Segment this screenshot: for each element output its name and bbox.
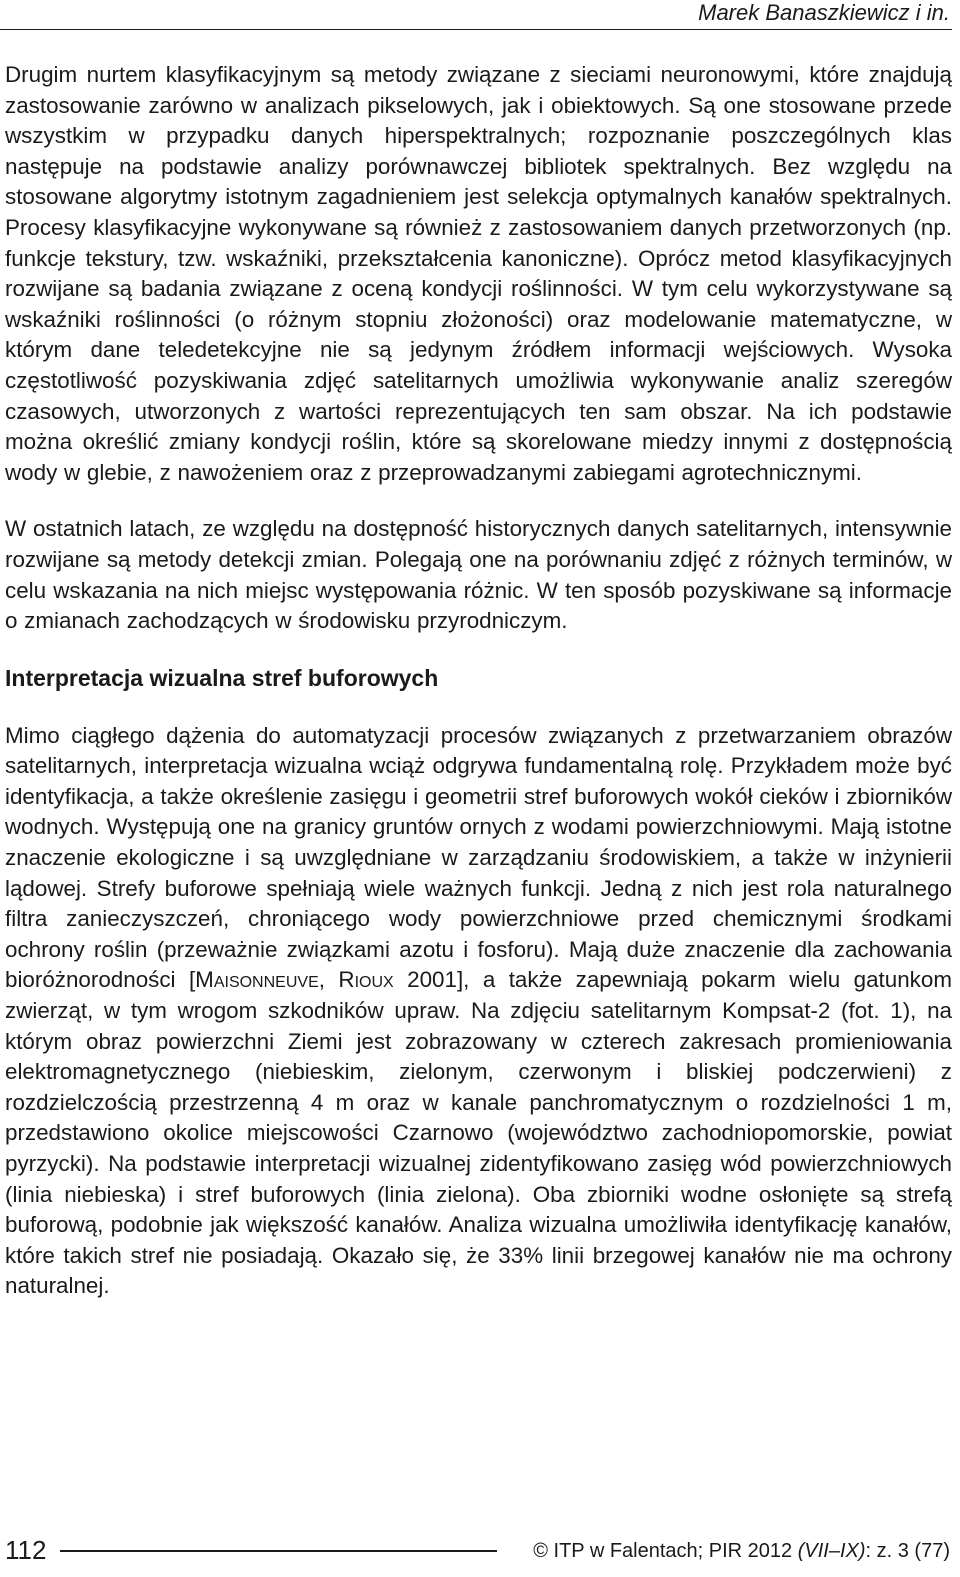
page-footer [0, 1530, 960, 1570]
paragraph-buffer-zones [5, 721, 952, 1302]
citation-separator: , [318, 967, 339, 993]
footer-rule [60, 1550, 497, 1552]
journal-prefix: © ITP w Falentach; PIR 2012 [533, 1540, 798, 1562]
section-heading: Interpretacja wizualna stref buforowych [5, 664, 439, 691]
citation-author-1: Maisonneuve [195, 967, 319, 993]
running-title: Marek Banaszkiewicz i in. [698, 0, 950, 25]
journal-suffix: : z. 3 (77) [865, 1540, 950, 1562]
paragraph-classification-methods: Drugim nurtem klasyfikacyjnym są metody związane z sieciami neuronowymi, które znajdują zastosowanie zarówno w analizach pikselowych, jak i obiektowych. Są one stosowane przede wszystkim w przypadku danych hiperspektralnych; rozpoznanie poszczególnych klas następuje na podstawie analizy porównawczej bibliotek spektralnych. Bez względu na stosowane algorytmy istotnym zagadnieniem jest selekcja optymalnych kanałów spektralnych. Procesy klasyfikacyjne wykonywane są również z zastosowaniem danych przetworzonych (np. funkcje tekstury, tzw. wskaźniki, przekształcenia kanoniczne). Oprócz metod klasyfikacyjnych rozwijane są badania związane z oceną kondycji roślinności. W tym celu wykorzystywane są wskaźniki roślinności (o różnym stopniu złożoności) oraz modelowanie matematyczne, w którym dane teledetekcyjne nie są jedynym źródłem informacji wejściowych. Wysoka częstotliwość pozyskiwania zdjęć satelitarnych umożliwia wykonywanie analiz szeregów czasowych, utworzonych z wartości reprezentujących ten sam obszar. Na ich podstawie można określić zmiany kondycji roślin, które są skorelowane miedzy innymi z dostępnością wody w glebie, z nawożeniem oraz z przeprowadzanymi zabiegami agrotechnicznymi. [5, 62, 952, 485]
page-number: 112 [5, 1535, 47, 1565]
paragraph-change-detection: W ostatnich latach, ze względu na dostępność historycznych danych satelitarnych, intensywnie rozwijane są metody detekcji zmian. Polegają one na porównaniu zdjęć z różnych terminów, w celu wskazania na nich miejsc występowania różnic. W ten sposób pozyskiwane są informacje o zmianach zachodzących w środowisku przyrodniczym. [5, 516, 952, 634]
paragraph-buffer-zones-end: 2001], a także zapewniają pokarm wielu gatunkom zwierząt, w tym wrogom szkodników upraw. Na zdjęciu satelitarnym Kompsat-2 (fot. 1), na którym obraz powierzchni Ziemi jest zobrazowany w czterech zakresach promieniowania elektromagnetycznego (niebieskim, zielonym, czerwonym i bliskiej podczerwieni) z rozdzielczością przestrzenną 4 m oraz w kanale panchromatycznym o rozdzielności 1 m, przedstawiono okolice miejscowości Czarnowo (województwo zachodniopomorskie, powiat pyrzycki). Na podstawie interpretacji wizualnej zidentyfikowano zasięg wód powierzchniowych (linia niebieska) i stref buforowych (linia zielona). Oba zbiorniki wodne osłonięte są strefą buforową, podobnie jak większość kanałów. Analiza wizualna umożliwiła identyfikację kanałów, które takich stref nie posiadają. Okazało się, że 33% linii brzegowej kanałów nie ma ochrony naturalnej. [5, 967, 952, 1299]
main-text [5, 60, 952, 1328]
header-rule [0, 29, 952, 30]
paragraph-buffer-zones-start: Mimo ciągłego dążenia do automatyzacji procesów związanych z przetwarzaniem obrazów satelitarnych, interpretacja wizualna wciąż odgrywa fundamentalną rolę. Przykładem może być identyfikacja, a także określenie zasięgu i geometrii stref buforowych wokół cieków i zbiorników wodnych. Występują one na granicy gruntów ornych z wodami powierzchniowymi. Mają istotne znaczenie ekologiczne i są uwzględniane w zarządzaniu środowiskiem, a także w inżynierii lądowej. Strefy buforowe spełniają wiele ważnych funkcji. Jedną z nich jest rola naturalnego filtra zanieczyszczeń, chroniącego wody powierzchniowe przed chemicznymi środkami ochrony roślin (przeważnie związkami azotu i fosforu). Mają duże znaczenie dla zachowania bioróżnorodności [ [5, 722, 952, 993]
journal-volume: (VII–IX) [797, 1540, 866, 1562]
journal-citation [533, 1538, 950, 1564]
citation-author-2: Rioux [338, 967, 394, 993]
running-header [0, 0, 960, 34]
